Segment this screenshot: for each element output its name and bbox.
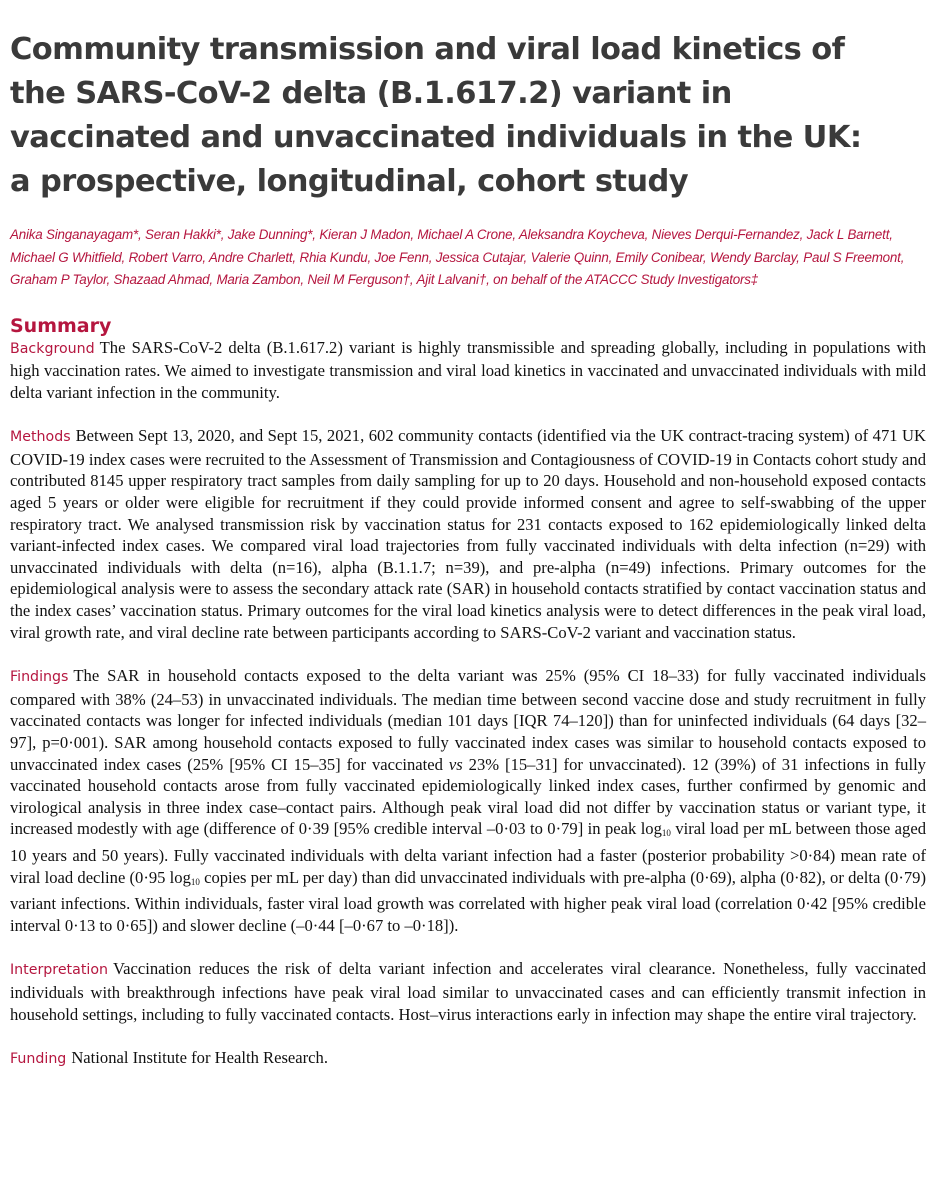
findings-text-3: viral load per mL between those aged 10 years and 50 years). Fully vaccinated individuals with delta variant infection had a faster (posterior probability >0·84) mean rate of viral load decline (0·95 log [10,819,926,887]
background-label: Background [10,340,95,357]
funding-label: Funding [10,1051,67,1068]
methods-text: Between Sept 13, 2020, and Sept 15, 2021, 602 community contacts (identified via the UK contract-tracing system) of 471 UK COVID-19 index cases were recruited to the Assessment of Transmission and Contagiousness of COVID-19 in Contacts cohort study and contributed 8145 upper respiratory tract samples from daily sampling for up to 20 days. Household and non-household exposed contacts aged 5 years or older were eligible for recruitment if they could provide informed consent and agree to self-swabbing of the upper respiratory tract. We analysed transmission risk by vaccination status for 231 contacts exposed to 162 epidemiologically linked delta variant-infected index cases. We compared viral load trajectories from fully vaccinated individuals with delta infection (n=29) with unvaccinated individuals with delta (n=16), alpha (B.1.1.7; n=39), and pre-alpha (n=49) infections. Primary outcomes for the epidemiological analysis were to assess the secondary attack rate (SAR) in household contacts stratified by contact vaccination status and the index cases’ vaccination status. Primary outcomes for the viral load kinetics analysis were to detect differences in the peak viral load, viral growth rate, and viral decline rate between participants according to SARS-CoV-2 variant and vaccination status. [10,426,926,642]
summary-heading: Summary [10,314,112,337]
interpretation-section [10,958,926,1025]
article-title: Community transmission and viral load kinetics of the SARS-CoV-2 delta (B.1.617.2) variant in vaccinated and unvaccinated individuals in the UK: a prospective, longitudinal, cohort study [10,32,862,199]
funding-section [10,1047,926,1071]
findings-text-1: The SAR in household contacts exposed to the delta variant was 25% (95% CI 18–33) for fully vaccinated individuals compared with 38% (24–53) in unvaccinated individuals. The median time between second vaccine dose and study recruitment in fully vaccinated contacts was longer for infected individuals (median 101 days [IQR 74–120]) than for uninfected individuals (64 days [32–97], p=0·001). SAR among household contacts exposed to fully vaccinated index cases was similar to household contacts exposed to unvaccinated index cases (25% [95% CI 15–35] for vaccinated [10,666,926,774]
background-text: The SARS-CoV-2 delta (B.1.617.2) variant is highly transmissible and spreading globally, including in populations with high vaccination rates. We aimed to investigate transmission and viral load kinetics in vaccinated and unvaccinated individuals with mild delta variant infection in the community. [10,337,926,402]
methods-section [10,425,926,643]
background-section [10,337,926,404]
log-subscript: 10 [661,828,671,839]
interpretation-text: Vaccination reduces the risk of delta variant infection and accelerates viral clearance. Nonetheless, fully vaccinated individuals with breakthrough infections have peak viral load similar to unvaccinated cases and can efficiently transmit infection in household settings, including to fully vaccinated contacts. Host–virus interactions early in infection may shape the entire viral trajectory. [10,959,926,1024]
funding-text: National Institute for Health Research. [71,1048,328,1068]
findings-vs: vs [448,754,463,774]
findings-text-4: copies per mL per day) than did unvaccinated individuals with pre-alpha (0·69), alpha (0·82), or delta (0·79) variant infections. Within individuals, faster viral load growth was correlated with higher peak viral load (correlation 0·42 [95% credible interval 0·13 to 0·65]) and slower decline (–0·44 [–0·67 to –0·18]). [10,867,926,935]
findings-text-2: 23% [15–31] for unvaccinated). 12 (39%) of 31 infections in fully vaccinated household contacts arose from fully vaccinated epidemiologically linked index cases, further confirmed by genomic and virological analysis in three index case–contact pairs. Although peak viral load did not differ by vaccination status or variant type, it increased modestly with age (difference of 0·39 [95% credible interval –0·03 to 0·79] in peak log [10,754,926,839]
findings-label: Findings [10,669,69,686]
findings-section [10,665,926,936]
log-subscript: 10 [190,876,200,887]
methods-label: Methods [10,429,71,446]
author-list: Anika Singanayagam*, Seran Hakki*, Jake Dunning*, Kieran J Madon, Michael A Crone, Aleksandra Koycheva, Nieves Derqui-Fernandez, Jack L Barnett, Michael G Whitfield, Robert Varro, Andre Charlett, Rhia Kundu, Joe Fenn, Jessica Cutajar, Valerie Quinn, Emily Conibear, Wendy Barclay, Paul S Freemont, Graham P Taylor, Shazaad Ahmad, Maria Zambon, Neil M Ferguson†, Ajit Lalvani†, on behalf of the ATACCC Study Investigators‡ [10,227,905,287]
interpretation-label: Interpretation [10,962,108,979]
article [10,28,926,1093]
